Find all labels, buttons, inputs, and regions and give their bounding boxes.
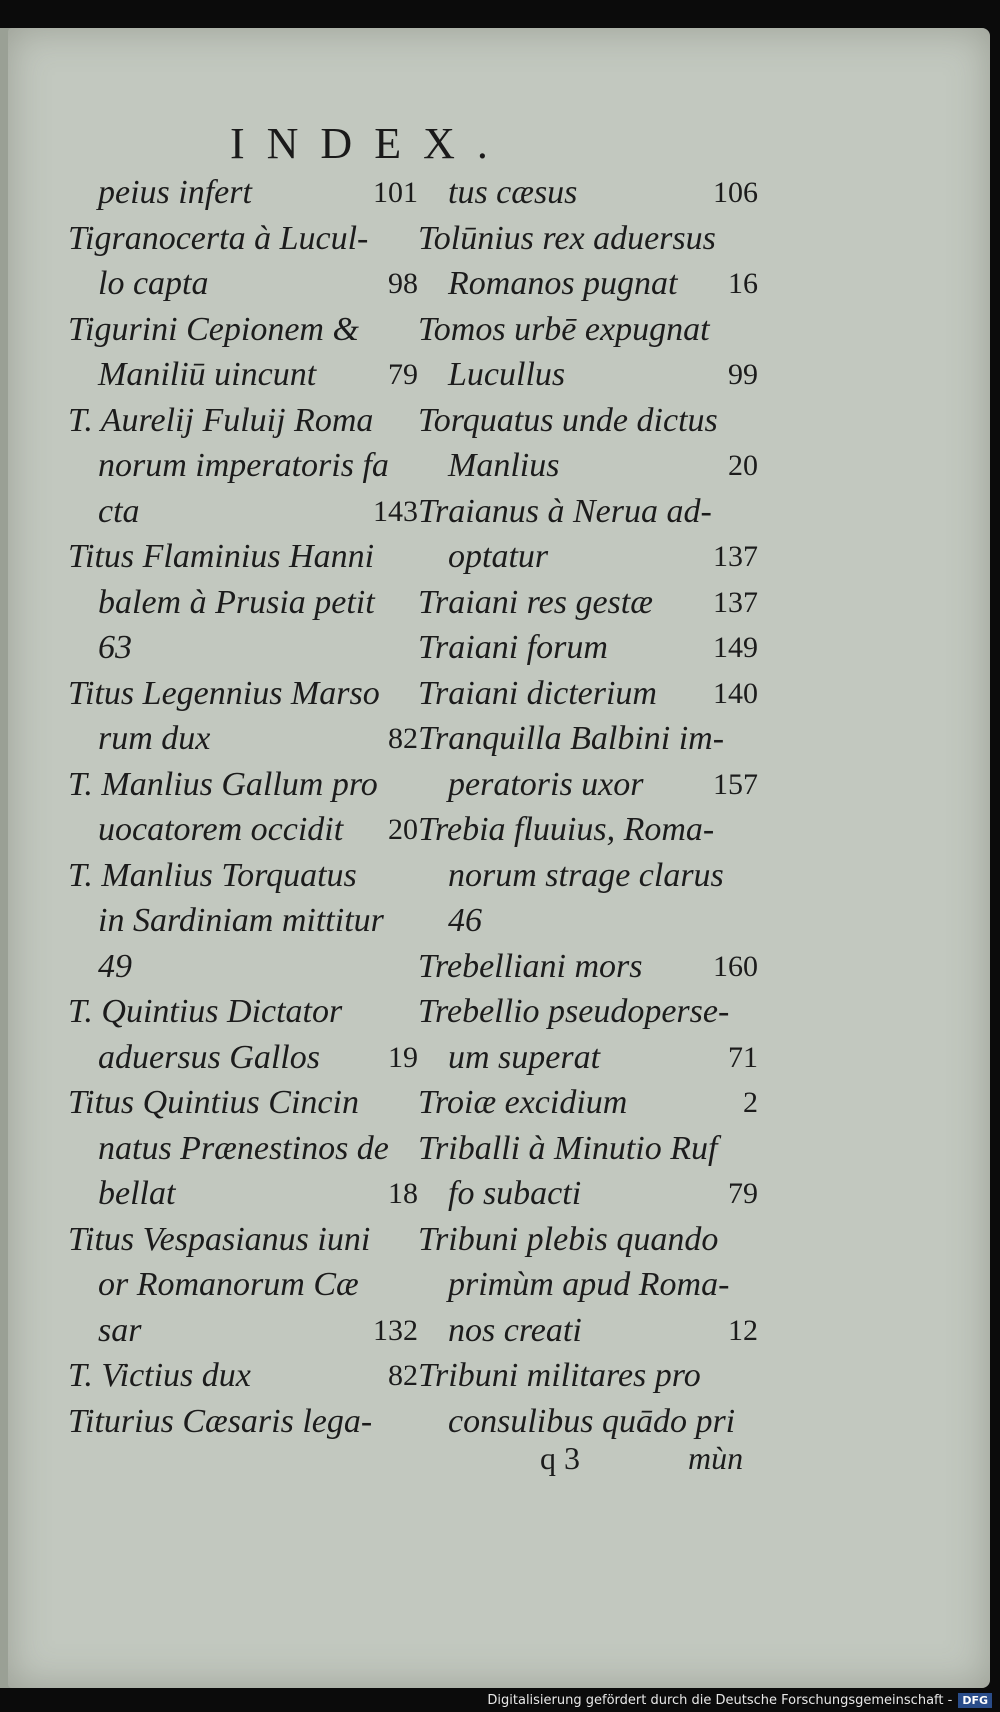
page-number: 12 <box>728 1313 758 1347</box>
entry-text: Trebia fluuius, Roma- <box>418 811 715 848</box>
index-entry-line <box>418 1171 758 1217</box>
index-entry-line <box>68 1262 418 1308</box>
index-entry-line <box>418 1353 758 1399</box>
entry-text: Tomos urbē expugnat <box>418 310 710 348</box>
index-entry-line <box>68 898 418 944</box>
index-entry-line <box>68 443 418 489</box>
index-entry-line <box>68 580 418 626</box>
index-entry-line <box>68 261 418 307</box>
entry-text: Traianus à Nerua ad- <box>418 492 712 530</box>
page-number: 19 <box>388 1040 418 1074</box>
index-entry-line <box>68 398 418 444</box>
entry-text: cta <box>98 492 140 530</box>
entry-text: Trebelliani mors <box>418 947 643 985</box>
entry-text: optatur <box>448 538 549 575</box>
page-number: 132 <box>373 1313 418 1347</box>
index-entry-line <box>418 443 758 489</box>
entry-text: lo capta <box>98 265 209 302</box>
entry-text: uocatorem occidit <box>98 811 344 848</box>
index-entry-line <box>68 1308 418 1354</box>
entry-text: sar <box>98 1311 142 1349</box>
index-entry-line <box>68 352 418 398</box>
page-number: 160 <box>713 949 758 983</box>
entry-text: Titus Vespasianus iuni <box>68 1220 371 1258</box>
page-number: 82 <box>388 1359 418 1392</box>
entry-text: Maniliū uincunt <box>98 356 317 393</box>
index-entry-line <box>418 944 758 990</box>
page-number: 149 <box>713 631 758 664</box>
entry-text: T. Victius dux <box>68 1357 251 1394</box>
page-number: 18 <box>388 1177 418 1210</box>
page-number: 2 <box>743 1086 758 1119</box>
entry-text: natus Prænestinos de <box>98 1129 389 1167</box>
page-number: 79 <box>388 358 418 391</box>
index-entry-line <box>418 762 758 808</box>
page-number: 71 <box>728 1040 758 1074</box>
index-entry-line <box>68 1171 418 1217</box>
entry-text: in Sardiniam mittitur <box>98 902 384 939</box>
index-entry-line <box>418 580 758 626</box>
page-number: 79 <box>728 1177 758 1210</box>
index-column-left <box>68 170 418 1444</box>
entry-text: Tigranocerta à Lucul- <box>68 219 369 257</box>
entry-text: Titurius Cæsaris lega- <box>68 1402 373 1440</box>
index-entry-line <box>418 853 758 899</box>
entry-text: Tigurini Cepionem & <box>68 310 359 348</box>
page-number: 20 <box>728 449 758 482</box>
page-number: 20 <box>388 813 418 846</box>
index-entry-line <box>68 216 418 262</box>
entry-text: 46 <box>448 902 482 939</box>
index-entry-line <box>68 807 418 853</box>
entry-text: T. Manlius Gallum pro <box>68 765 378 803</box>
page-number: 140 <box>713 676 758 710</box>
index-entry-line <box>418 1126 758 1172</box>
index-entry-line <box>68 534 418 580</box>
index-entry-line <box>68 1035 418 1081</box>
index-entry-line <box>68 307 418 353</box>
entry-text: Manlius <box>448 447 560 484</box>
index-entry-line <box>68 716 418 762</box>
index-entry-line <box>68 1126 418 1172</box>
dfg-logo: DFG <box>958 1693 992 1708</box>
index-entry-line <box>418 898 758 944</box>
entry-text: fo subacti <box>448 1175 582 1212</box>
page-number: 16 <box>728 267 758 300</box>
entry-text: Torquatus unde dictus <box>418 401 718 439</box>
index-entry-line <box>418 170 758 216</box>
index-entry-line <box>418 716 758 762</box>
index-entry-line <box>418 534 758 580</box>
index-entry-line <box>68 989 418 1035</box>
entry-text: aduersus Gallos <box>98 1038 320 1076</box>
index-entry-line <box>418 1080 758 1126</box>
page-number: 82 <box>388 722 418 755</box>
index-entry-line <box>68 944 418 990</box>
index-entry-line <box>68 671 418 717</box>
index-entry-line <box>68 170 418 216</box>
entry-text: T. Quintius Dictator <box>68 993 343 1030</box>
entry-text: T. Aurelij Fuluij Roma <box>68 401 374 439</box>
index-entry-line <box>418 1308 758 1354</box>
signature-mark: q 3 <box>540 1440 580 1476</box>
index-entry-line <box>418 1217 758 1263</box>
index-entry-line <box>418 671 758 717</box>
digitization-footer <box>0 1688 1000 1712</box>
entry-text: Traiani res gestæ <box>418 583 653 621</box>
entry-text: Tribuni plebis quando <box>418 1220 719 1258</box>
running-head: INDEX. <box>230 119 510 168</box>
entry-text: Trebellio pseudoperse- <box>418 993 730 1030</box>
index-entry-line <box>418 1035 758 1081</box>
entry-text: Lucullus <box>448 356 566 393</box>
entry-text: Tranquilla Balbini im- <box>418 720 725 757</box>
entry-text: norum imperatoris fa <box>98 447 389 484</box>
entry-text: Titus Legennius Marso <box>68 674 380 712</box>
index-column-right <box>418 170 758 1444</box>
index-entry-line <box>418 989 758 1035</box>
entry-text: Traiani forum <box>418 629 608 666</box>
entry-text: T. Manlius Torquatus <box>68 856 357 894</box>
index-entry-line <box>68 1080 418 1126</box>
page-number: 99 <box>728 358 758 391</box>
index-entry-line <box>68 1399 418 1445</box>
entry-text: bellat <box>98 1175 176 1212</box>
index-entry-line <box>418 307 758 353</box>
index-entry-line <box>418 489 758 535</box>
entry-text: Triballi à Minutio Ruf <box>418 1129 718 1167</box>
entry-text: Romanos pugnat <box>448 265 678 302</box>
page-number: 143 <box>373 494 418 528</box>
entry-text: Titus Quintius Cincin <box>68 1084 359 1121</box>
entry-text: tus cæsus <box>448 174 578 211</box>
entry-text: rum dux <box>98 720 211 757</box>
index-entry-line <box>68 853 418 899</box>
entry-text: 49 <box>98 947 132 985</box>
entry-text: peratoris uxor <box>448 765 644 803</box>
page-number: 98 <box>388 267 418 300</box>
index-entry-line <box>418 352 758 398</box>
index-entry-line <box>418 216 758 262</box>
entry-text: balem à Prusia petit <box>98 583 375 621</box>
index-entry-line <box>418 625 758 671</box>
entry-text: Troiæ excidium <box>418 1084 628 1121</box>
entry-text: um superat <box>448 1038 601 1076</box>
index-entry-line <box>68 625 418 671</box>
entry-text: nos creati <box>448 1311 582 1349</box>
entry-text: peius infert <box>98 174 252 211</box>
entry-text: norum strage clarus <box>448 856 724 894</box>
page-number: 101 <box>373 176 418 209</box>
catchword: mùn <box>688 1440 744 1476</box>
index-entry-line <box>418 807 758 853</box>
index-entry-line <box>68 762 418 808</box>
entry-text: Titus Flaminius Hanni <box>68 538 375 575</box>
footer-text: Digitalisierung gefördert durch die Deutsche Forschungsgemeinschaft - <box>487 1692 953 1708</box>
entry-text: Tolūnius rex aduersus <box>418 219 716 257</box>
index-entry-line <box>418 261 758 307</box>
index-entry-line <box>68 1353 418 1399</box>
entry-text: Traiani dicterium <box>418 674 657 712</box>
entry-text: primùm apud Roma- <box>448 1266 730 1303</box>
index-entry-line <box>68 489 418 535</box>
index-entry-line <box>418 1262 758 1308</box>
index-entry-line <box>418 398 758 444</box>
entry-text: Tribuni militares pro <box>418 1357 701 1394</box>
index-entry-line <box>68 1217 418 1263</box>
entry-text: consulibus quādo pri <box>448 1402 736 1440</box>
entry-text: 63 <box>98 629 132 666</box>
entry-text: or Romanorum Cæ <box>98 1266 359 1303</box>
page-number: 137 <box>713 540 758 573</box>
index-entry-line <box>418 1399 758 1445</box>
page-number: 137 <box>713 585 758 619</box>
page-number: 157 <box>713 767 758 801</box>
page-number: 106 <box>713 176 758 209</box>
